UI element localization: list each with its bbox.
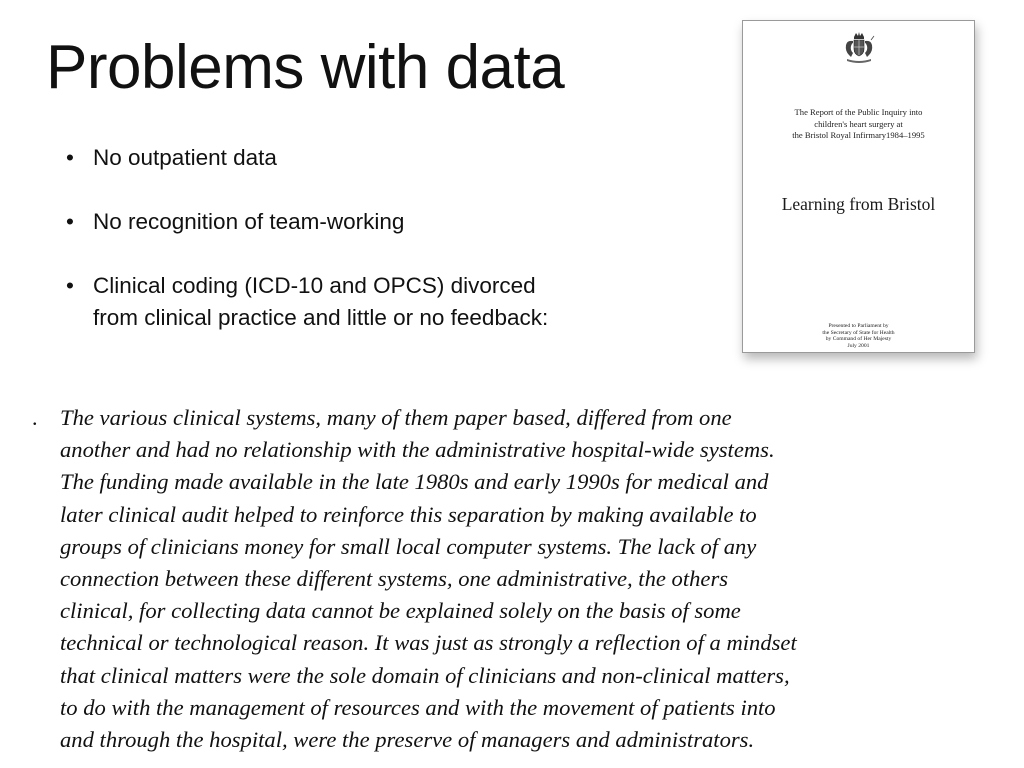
bullet-item: [66, 206, 686, 238]
quote-line: to do with the management of resources and with the movement of patients into: [60, 694, 776, 720]
cover-footer-line: Presented to Parliament by: [828, 323, 889, 329]
quote-line: that clinical matters were the sole domain of clinicians and non-clinical matters,: [60, 662, 790, 688]
cover-footer-line: by Command of Her Majesty: [825, 336, 892, 343]
quote-line: and through the hospital, were the preserve of managers and administrators.: [60, 727, 755, 753]
bullet-dot: •: [66, 273, 74, 298]
bullet-text-line: from clinical practice and little or no feedback:: [93, 305, 549, 330]
cover-footer-line: the Secretary of State for Health: [822, 329, 895, 336]
quote-line: later clinical audit helped to reinforce this separation by making available to: [60, 501, 757, 527]
cover-inquiry-line: The Report of the Public Inquiry into: [794, 107, 923, 117]
quote-line: The funding made available in the late 1980s and early 1990s for medical and: [60, 469, 769, 495]
cover-inquiry-line: the Bristol Royal Infirmary1984–1995: [792, 130, 925, 140]
quote-line: connection between these different systems, one administrative, the others: [60, 566, 729, 592]
cover-footer-text: [753, 323, 964, 349]
quote-line: groups of clinicians money for small local computer systems. The lack of any: [60, 533, 757, 559]
report-quote: [60, 402, 980, 756]
cover-footer-line: July 2001: [847, 342, 870, 349]
bullet-item: [66, 270, 686, 334]
bullet-dot: •: [66, 209, 74, 234]
bullet-dot: •: [66, 145, 74, 170]
bullet-text-line: Clinical coding (ICD-10 and OPCS) divorced: [93, 273, 536, 298]
quote-line: The various clinical systems, many of them paper based, differed from one: [60, 405, 732, 430]
bullet-text: No recognition of team-working: [93, 209, 405, 234]
report-cover-image: [742, 20, 975, 353]
bullet-item: [66, 142, 686, 174]
quote-marker: .: [32, 405, 38, 430]
quote-line: technical or technological reason. It was just as strongly a reflection of a mindset: [60, 630, 797, 656]
royal-coat-of-arms-icon: [841, 31, 877, 65]
cover-title: Learning from Bristol: [781, 194, 936, 214]
quote-line: another and had no relationship with the administrative hospital-wide systems.: [60, 437, 775, 463]
cover-inquiry-text: [753, 107, 964, 142]
slide-title: Problems with data: [46, 33, 565, 102]
quote-line: clinical, for collecting data cannot be explained solely on the basis of some: [60, 598, 741, 624]
bullet-text: No outpatient data: [93, 145, 277, 170]
cover-inquiry-line: children's heart surgery at: [814, 118, 903, 129]
bullet-list: [66, 142, 686, 334]
